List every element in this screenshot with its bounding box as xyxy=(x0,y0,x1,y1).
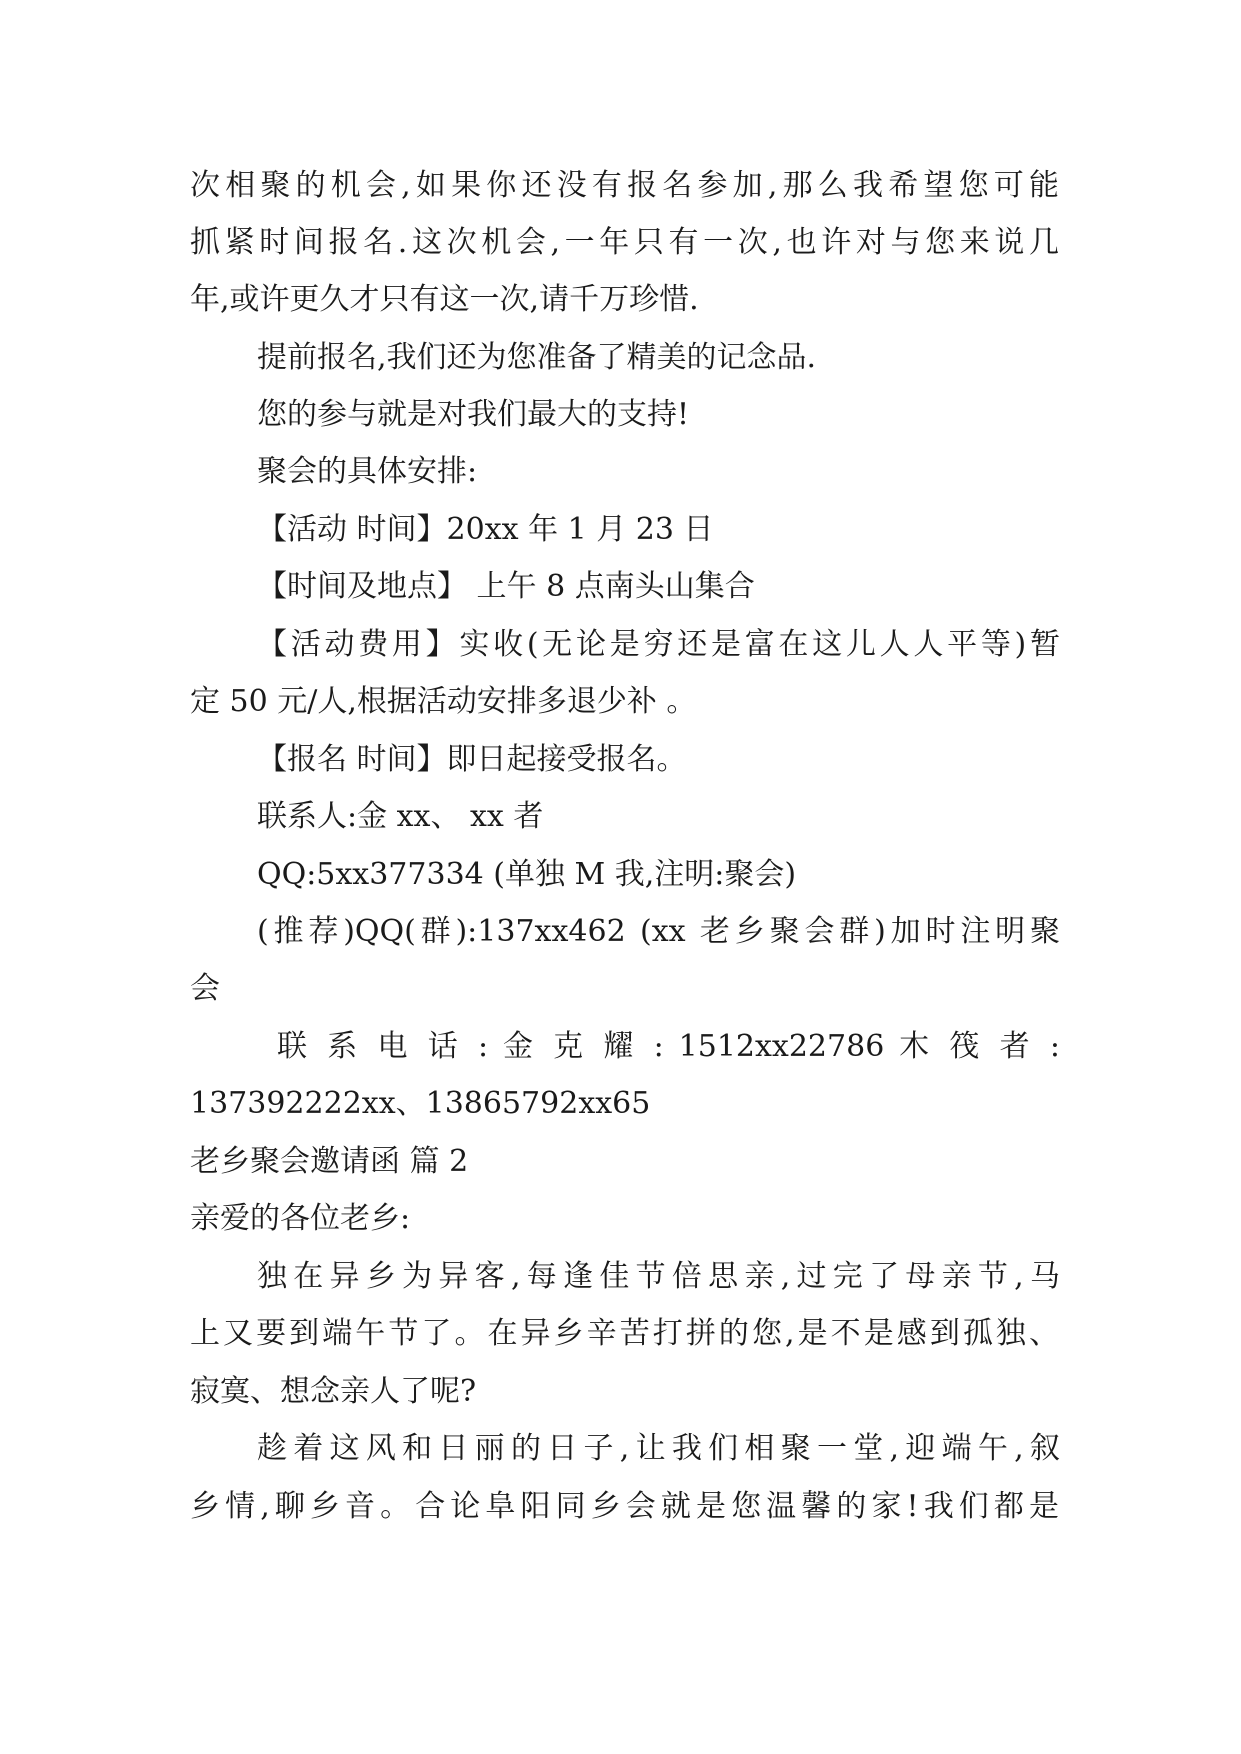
paragraph-line: 137392222xx、13865792xx65 xyxy=(190,1086,651,1121)
paragraph-line: 会 xyxy=(190,971,220,1006)
paragraph-line: 上又要到端午节了。在异乡辛苦打拼的您,是不是感到孤独、 xyxy=(190,1316,1060,1351)
paragraph-line: 寂寞、想念亲人了呢? xyxy=(190,1374,477,1409)
section-title: 老乡聚会邀请函 篇 2 xyxy=(190,1144,469,1179)
contact-qq-group: (推荐)QQ(群):137xx462 (xx 老乡聚会群)加时注明聚 xyxy=(257,914,1060,949)
contact-person: 联系人:金 xx、 xx 者 xyxy=(257,799,544,834)
paragraph-line: 抓紧时间报名.这次机会,一年只有一次,也许对与您来说几 xyxy=(190,225,1060,260)
paragraph-line: 年,或许更久才只有这一次,请千万珍惜. xyxy=(190,282,699,317)
paragraph-line: 定 50 元/人,根据活动安排多退少补 。 xyxy=(190,684,697,719)
event-location: 【时间及地点】 上午 8 点南头山集合 xyxy=(257,569,755,604)
section-heading: 聚会的具体安排: xyxy=(257,454,478,489)
salutation: 亲爱的各位老乡: xyxy=(190,1201,411,1236)
contact-phone: 联 系 电 话 : 金 克 耀 : 1512xx22786 木 筏 者 : xyxy=(277,1029,1060,1064)
paragraph-line: 您的参与就是对我们最大的支持! xyxy=(257,397,690,432)
contact-qq: QQ:5xx377334 (单独 M 我,注明:聚会) xyxy=(257,857,797,892)
event-time: 【活动 时间】20xx 年 1 月 23 日 xyxy=(257,512,714,547)
registration-time: 【报名 时间】即日起接受报名。 xyxy=(257,742,687,777)
paragraph-line: 提前报名,我们还为您准备了精美的记念品. xyxy=(257,340,817,375)
event-fee: 【活动费用】实收(无论是穷还是富在这儿人人平等)暂 xyxy=(257,627,1060,662)
paragraph-line: 独在异乡为异客,每逢佳节倍思亲,过完了母亲节,马 xyxy=(257,1259,1060,1294)
paragraph-line: 次相聚的机会,如果你还没有报名参加,那么我希望您可能 xyxy=(190,168,1060,203)
paragraph-line: 乡情,聊乡音。合论阜阳同乡会就是您温馨的家!我们都是 xyxy=(190,1489,1060,1524)
paragraph-line: 趁着这风和日丽的日子,让我们相聚一堂,迎端午,叙 xyxy=(257,1431,1060,1466)
